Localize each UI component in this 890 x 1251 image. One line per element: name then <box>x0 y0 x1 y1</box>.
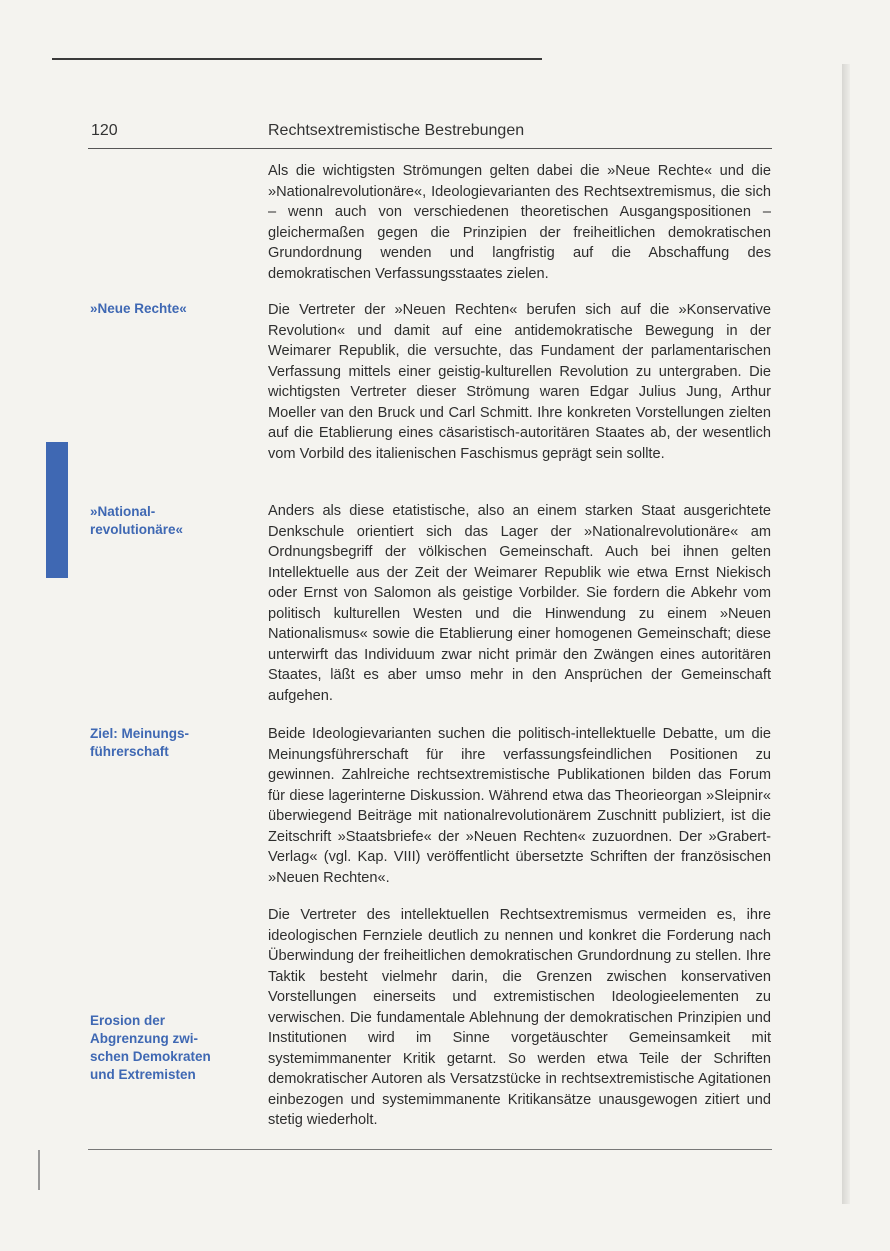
chapter-thumb-tab <box>46 442 68 578</box>
top-edge-rule <box>52 58 542 60</box>
paragraph-3: Anders als diese etatistische, also an einem starken Staat ausgerichtete Denkschule orientiert sich das Lager der »Nationalrevolutionäre« am Ordnungsbegriff der völkischen Gemeinschaft. Auch bei ihnen gelten Intellektuelle aus der Zeit der Weimarer Republik wie etwa Ernst Niekisch oder Ernst von Salomon als geistige Vorbilder. Sie fordern die Abkehr vom politisch kulturellen Westen und die Hinwendung zu einem »Neuen Nationalismus« sowie die Etablierung einer homogenen Gemeinschaft; diese unterwirft das Individuum zwar nicht primär den Zwängen eines autoritären Staates, läßt es aber umso mehr in den Ansprüchen der Gemeinschaft aufgehen. <box>268 503 771 704</box>
header-rule <box>88 148 772 149</box>
running-head: Rechtsextremistische Bestrebungen <box>268 122 525 139</box>
margin-note-erosion: Erosion der Abgrenzung zwi- schen Demokraten und Extremisten <box>90 1013 211 1082</box>
paragraph-2: Die Vertreter der »Neuen Rechten« berufen sich auf die »Konservative Revolution« und damit auf eine antidemokratische Bewegung in der Weimarer Republik, die versuchte, das Fundament der parlamentarischen Verfassung mittels einer geistig-kulturellen Revolution zu untergraben. Die wichtigsten Vertreter dieser Strömung waren Edgar Julius Jung, Arthur Moeller van den Bruck und Carl Schmitt. Ihre konkreten Vorstellungen zielten auf die Etablierung eines cäsaristisch-autoritären Staates ab, der wesentlich vom Vorbild des italienischen Faschismus geprägt sein sollte. <box>268 302 771 462</box>
paragraph-1: Als die wichtigsten Strömungen gelten dabei die »Neue Rechte« und die »Nationalrevolutionäre«, Ideologievarianten des Rechtsextremismus, die sich – wenn auch von verschiedenen theoretischen Ausgangspositionen – gleichermaßen gegen die Prinzipien der freiheitlichen demokratischen Grundordnung wenden und langfristig auf die Abschaffung des demokratischen Verfassungsstaates zielen. <box>268 163 771 282</box>
footer-rule <box>88 1149 772 1150</box>
page-number: 120 <box>91 122 118 139</box>
paragraph-5: Die Vertreter des intellektuellen Rechtsextremismus vermeiden es, ihre ideologischen Fernziele deutlich zu nennen und konkret die Forderung nach Überwindung der freiheitlichen demokratischen Grundordnung zu stellen. Ihre Taktik besteht vielmehr darin, die Grenzen zwischen konservativen Vorstellungen einerseits und extremistischen Ideologieelementen zu verwischen. Die fundamentale Ablehnung der demokratischen Prinzipien und Institutionen wird im Sinne vorgetäuschter Gemeinsamkeit mit systemimmanenter Kritik getarnt. So werden etwa Teile der Schriften demokratischer Autoren als Versatzstücke in rechtsextremistische Agitationen einbezogen und systemimmanente Kritikansätze unausgewogen zitiert und stetig wiederholt. <box>268 907 771 1128</box>
margin-note-neue-rechte: »Neue Rechte« <box>90 301 187 316</box>
paragraph-4: Beide Ideologievarianten suchen die politisch-intellektuelle Debatte, um die Meinungsführerschaft für ihre verfassungsfeindlichen Positionen zu gewinnen. Zahlreiche rechtsextremistische Publikationen bilden das Forum für diese lagerinterne Diskussion. Während etwa das Theorieorgan »Sleipnir« überwiegend Beiträge mit nationalrevolutionärem Zuschnitt publiziert, ist die Zeitschrift »Staatsbriefe« der »Neuen Rechten« zuzuordnen. Der »Grabert-Verlag« (vgl. Kap. VIII) veröffentlicht übersetzte Schriften der französischen »Neuen Rechten«. <box>268 726 771 886</box>
margin-note-meinungsfuehrerschaft: Ziel: Meinungs- führerschaft <box>90 726 189 759</box>
margin-note-nationalrevolutionaere: »National- revolutionäre« <box>90 504 184 537</box>
page-right-shadow <box>842 64 850 1204</box>
page-left-edge-mark <box>38 1150 40 1190</box>
